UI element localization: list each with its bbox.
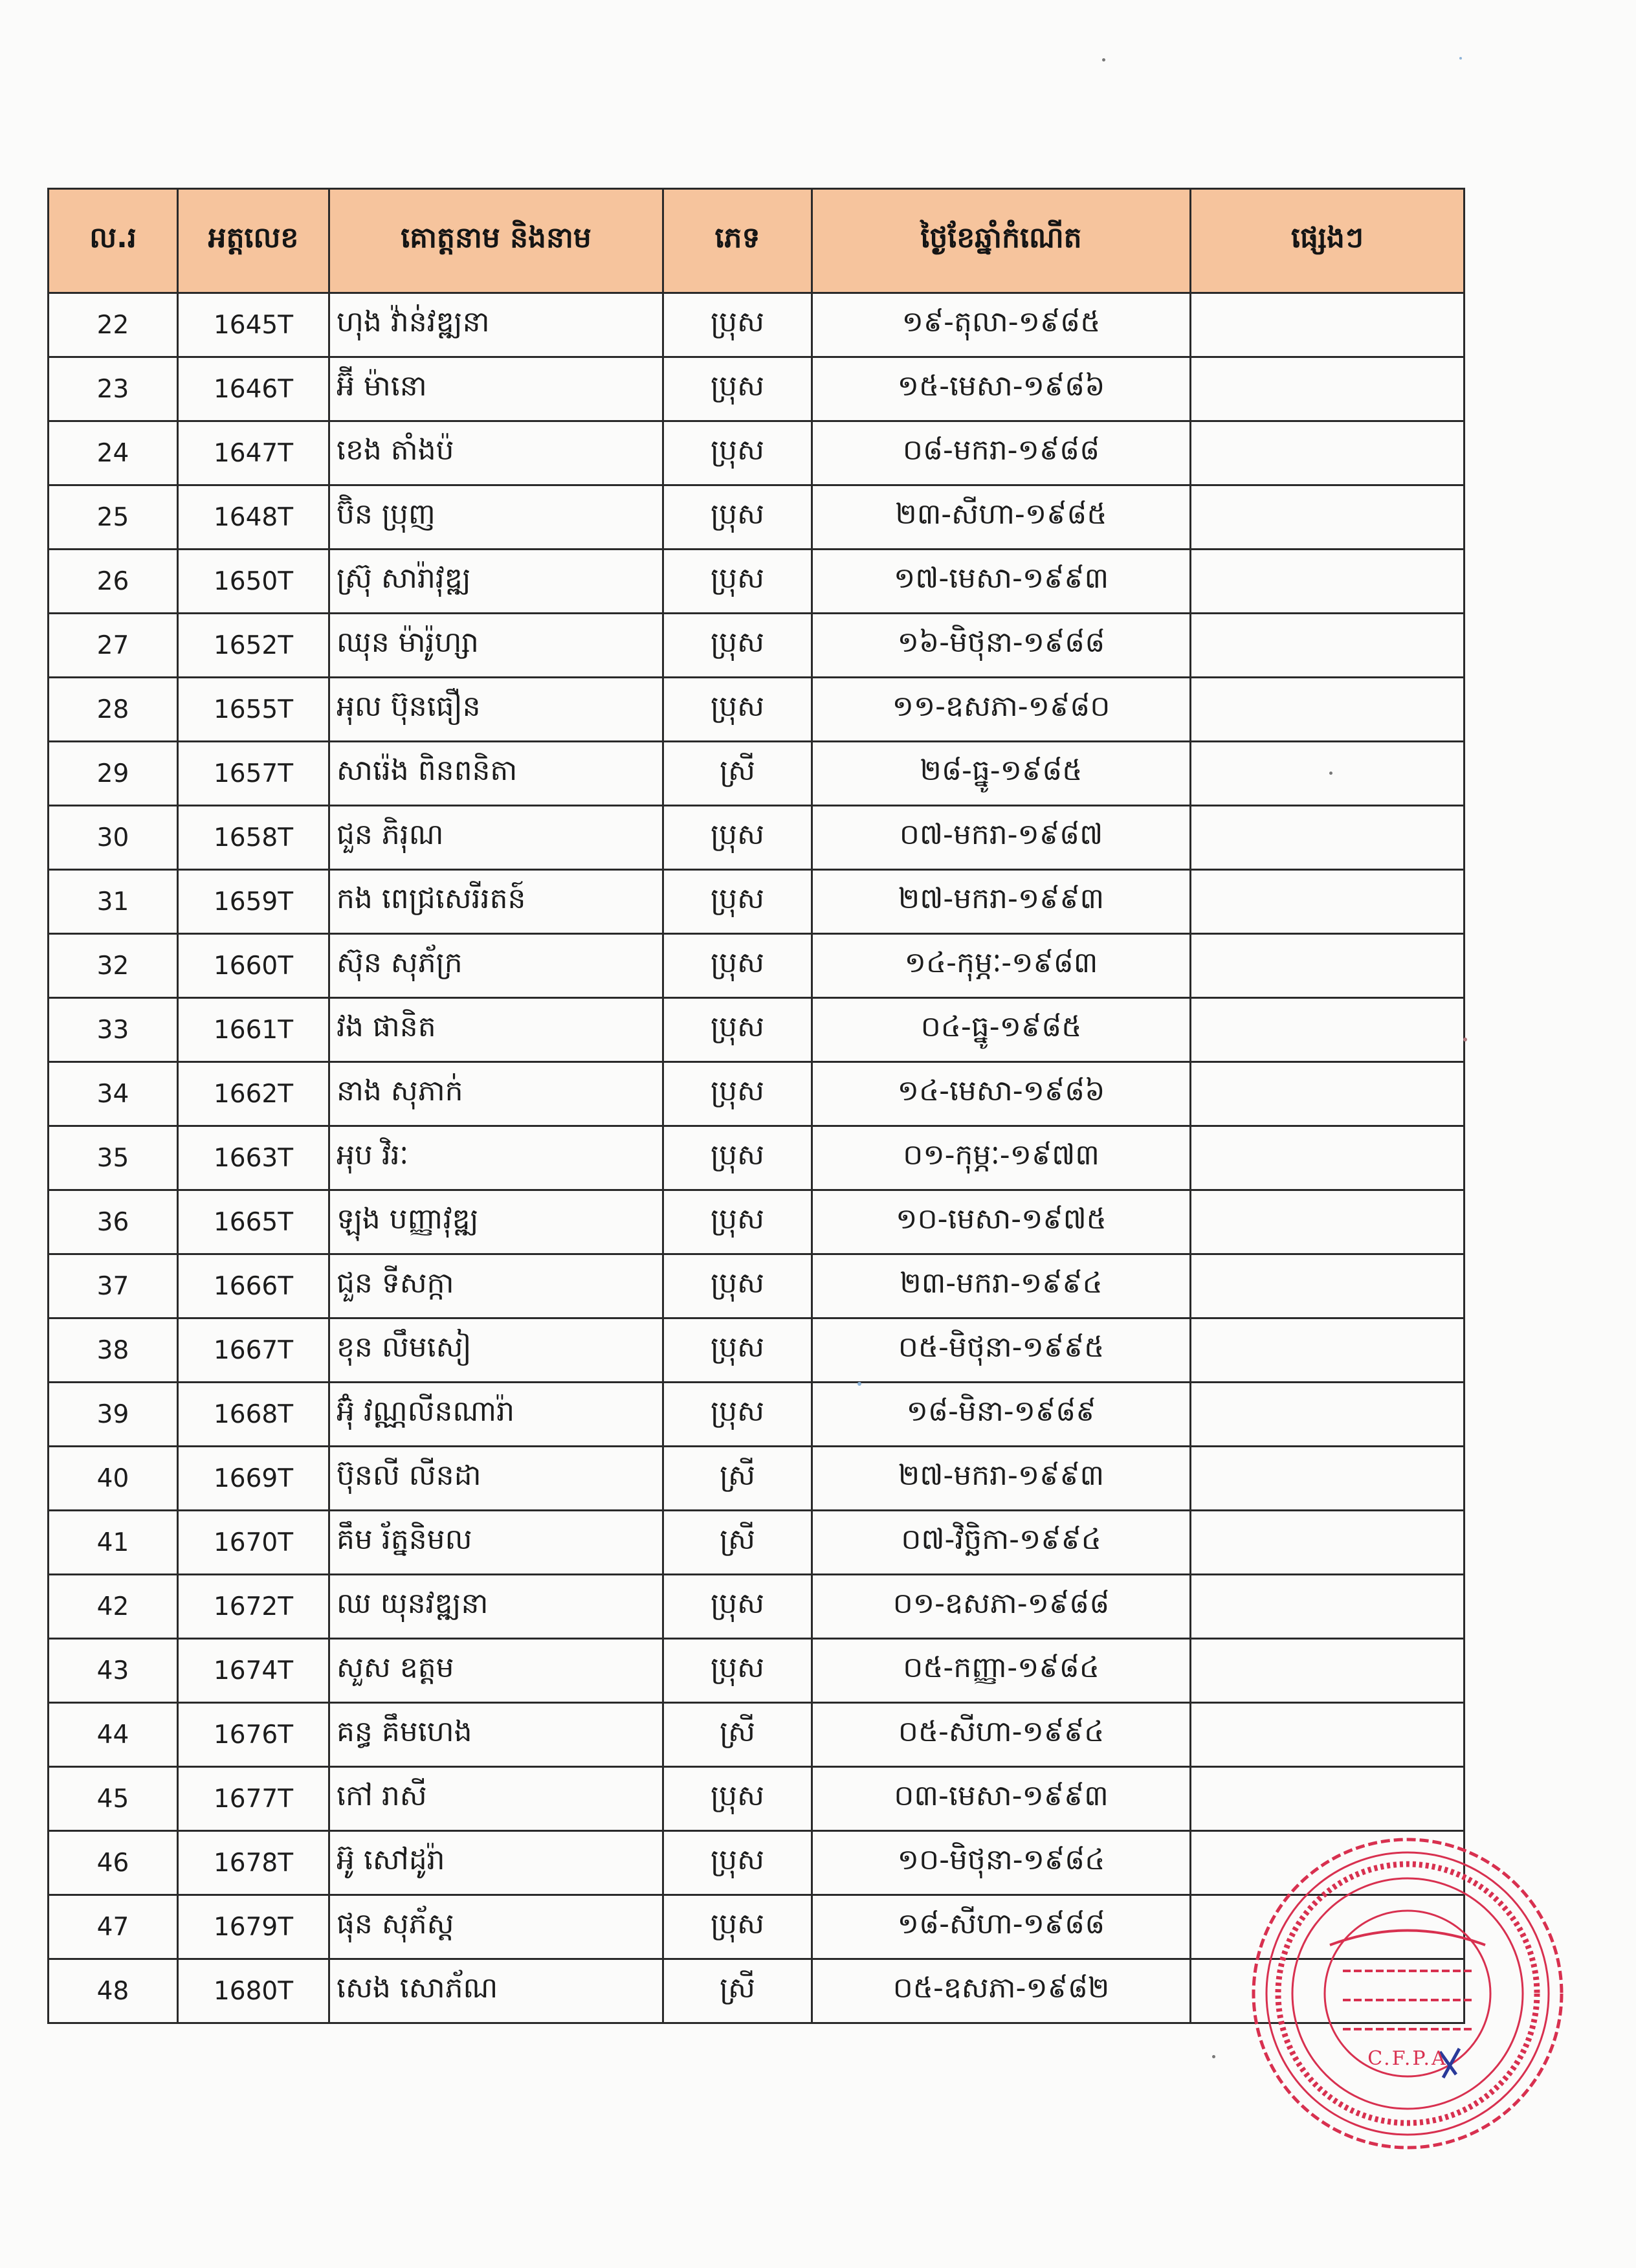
cell-date-of-birth: ១១-ឧសភា-១៩៨០ <box>812 678 1191 742</box>
cell-gender: ប្រុស <box>663 1639 812 1703</box>
cell-id: 1650T <box>178 550 329 614</box>
table-row <box>49 1703 1465 1767</box>
cell-gender: ប្រុស <box>663 998 812 1062</box>
cell-gender: ប្រុស <box>663 1895 812 1959</box>
table-row <box>49 485 1465 550</box>
cell-other <box>1191 357 1465 421</box>
cell-date-of-birth: ០១-ឧសភា-១៩៨៨ <box>812 1575 1191 1639</box>
cell-name: ហុង វ៉ាន់វឌ្ឍនា <box>329 293 663 357</box>
cell-date-of-birth: ១៩-តុលា-១៩៨៥ <box>812 293 1191 357</box>
cell-number: 25 <box>49 485 178 550</box>
cell-id: 1666T <box>178 1254 329 1318</box>
cell-date-of-birth: ១៤-កុម្ភៈ-១៩៨៣ <box>812 934 1191 998</box>
cell-gender: ប្រុស <box>663 293 812 357</box>
cell-name: អុប វិរៈ <box>329 1126 663 1190</box>
cell-name: អ៊ូ សៅដូរ៉ា <box>329 1831 663 1895</box>
cell-gender: ប្រុស <box>663 1318 812 1383</box>
cell-number: 38 <box>49 1318 178 1383</box>
cell-id: 1669T <box>178 1447 329 1511</box>
cell-date-of-birth: ១៥-មេសា-១៩៨៦ <box>812 357 1191 421</box>
scan-speck <box>1212 2055 1215 2058</box>
cell-name: វង ផានិត <box>329 998 663 1062</box>
table-row <box>49 357 1465 421</box>
cell-number: 22 <box>49 293 178 357</box>
cell-number: 43 <box>49 1639 178 1703</box>
cell-id: 1667T <box>178 1318 329 1383</box>
table-row <box>49 934 1465 998</box>
cell-number: 46 <box>49 1831 178 1895</box>
cell-name: អុល ប៊ុនធឿន <box>329 678 663 742</box>
cell-date-of-birth: ២៧-មករា-១៩៩៣ <box>812 1447 1191 1511</box>
cell-other <box>1191 1575 1465 1639</box>
cell-number: 32 <box>49 934 178 998</box>
header-id: អត្តលេខ <box>178 189 329 293</box>
cell-id: 1680T <box>178 1959 329 2023</box>
cell-id: 1678T <box>178 1831 329 1895</box>
cell-id: 1670T <box>178 1511 329 1575</box>
cell-date-of-birth: ២៣-សីហា-១៩៨៥ <box>812 485 1191 550</box>
cell-number: 24 <box>49 421 178 485</box>
cell-id: 1672T <box>178 1575 329 1639</box>
header-name: គោត្តនាម និងនាម <box>329 189 663 293</box>
cell-id: 1648T <box>178 485 329 550</box>
cell-name: គន្ធ គឹមហេង <box>329 1703 663 1767</box>
cell-gender: ប្រុស <box>663 1190 812 1254</box>
cell-id: 1652T <box>178 614 329 678</box>
cell-name: សួស ឧត្តម <box>329 1639 663 1703</box>
cell-gender: ស្រី <box>663 1703 812 1767</box>
cell-name: ប៊ុនលី លីនដា <box>329 1447 663 1511</box>
cell-other <box>1191 1383 1465 1447</box>
table-row <box>49 421 1465 485</box>
cell-number: 40 <box>49 1447 178 1511</box>
cell-id: 1657T <box>178 742 329 806</box>
cell-number: 48 <box>49 1959 178 2023</box>
cell-name: អ៊ី ម៉ានោ <box>329 357 663 421</box>
cell-name: ឡុង បញ្ញាវុឌ្ឍ <box>329 1190 663 1254</box>
cell-number: 39 <box>49 1383 178 1447</box>
cell-other <box>1191 550 1465 614</box>
cell-other <box>1191 1318 1465 1383</box>
table-row <box>49 1318 1465 1383</box>
cell-gender: ប្រុស <box>663 485 812 550</box>
cell-number: 34 <box>49 1062 178 1126</box>
table-row <box>49 998 1465 1062</box>
cell-number: 26 <box>49 550 178 614</box>
cell-other <box>1191 998 1465 1062</box>
cell-number: 44 <box>49 1703 178 1767</box>
cell-id: 1662T <box>178 1062 329 1126</box>
cell-gender: ប្រុស <box>663 806 812 870</box>
cell-id: 1645T <box>178 293 329 357</box>
cell-other <box>1191 934 1465 998</box>
cell-number: 47 <box>49 1895 178 1959</box>
cell-name: កៅ រាសី <box>329 1767 663 1831</box>
cell-other <box>1191 678 1465 742</box>
cell-gender: ប្រុស <box>663 550 812 614</box>
scan-speck <box>857 1382 861 1386</box>
cell-gender: ប្រុស <box>663 678 812 742</box>
cell-name: ជួន ទីសក្កា <box>329 1254 663 1318</box>
cell-name: សេង សោភ័ណ <box>329 1959 663 2023</box>
cell-other <box>1191 1254 1465 1318</box>
cell-date-of-birth: ០៨-មករា-១៩៨៨ <box>812 421 1191 485</box>
cell-gender: ប្រុស <box>663 357 812 421</box>
cell-number: 28 <box>49 678 178 742</box>
cell-id: 1674T <box>178 1639 329 1703</box>
cell-other <box>1191 1062 1465 1126</box>
table-row <box>49 742 1465 806</box>
cell-other <box>1191 870 1465 934</box>
cell-other <box>1191 1126 1465 1190</box>
cell-date-of-birth: ១៨-មិនា-១៩៨៩ <box>812 1383 1191 1447</box>
cell-id: 1677T <box>178 1767 329 1831</box>
cell-date-of-birth: ១៧-មេសា-១៩៩៣ <box>812 550 1191 614</box>
cell-name: ផុន សុភ័ស្ត <box>329 1895 663 1959</box>
student-roster-table <box>47 188 1465 2024</box>
cell-name: ឈុន ម៉ារ៉ូហ្សា <box>329 614 663 678</box>
cell-gender: ស្រី <box>663 1511 812 1575</box>
cell-other <box>1191 1703 1465 1767</box>
table-row <box>49 293 1465 357</box>
cell-name: ខុន លឹមសៀ <box>329 1318 663 1383</box>
cell-date-of-birth: ០៥-សីហា-១៩៩៤ <box>812 1703 1191 1767</box>
cell-id: 1668T <box>178 1383 329 1447</box>
cell-number: 30 <box>49 806 178 870</box>
header-other: ផ្សេងៗ <box>1191 189 1465 293</box>
header-number: ល.រ <box>49 189 178 293</box>
scan-speck <box>1459 57 1462 60</box>
header-gender: ភេទ <box>663 189 812 293</box>
cell-other <box>1191 614 1465 678</box>
cell-id: 1661T <box>178 998 329 1062</box>
table-header-row <box>49 189 1465 293</box>
cell-other <box>1191 1639 1465 1703</box>
table-row <box>49 1062 1465 1126</box>
cell-other <box>1191 1447 1465 1511</box>
table-row <box>49 1575 1465 1639</box>
cell-date-of-birth: ០៥-កញ្ញា-១៩៨៤ <box>812 1639 1191 1703</box>
cell-gender: ប្រុស <box>663 1383 812 1447</box>
table-row <box>49 870 1465 934</box>
table-row <box>49 1511 1465 1575</box>
seal-stamp <box>1246 1832 1569 2155</box>
cell-date-of-birth: ០៥-ឧសភា-១៩៨២ <box>812 1959 1191 2023</box>
cell-date-of-birth: ២៨-ធ្នូ-១៩៨៥ <box>812 742 1191 806</box>
cell-date-of-birth: ១០-មិថុនា-១៩៨៤ <box>812 1831 1191 1895</box>
cell-gender: ប្រុស <box>663 934 812 998</box>
table-row <box>49 1383 1465 1447</box>
cell-number: 31 <box>49 870 178 934</box>
cell-date-of-birth: ០៤-ធ្នូ-១៩៨៥ <box>812 998 1191 1062</box>
cell-name: គឹម រ័ត្ននិមល <box>329 1511 663 1575</box>
cell-number: 42 <box>49 1575 178 1639</box>
cell-date-of-birth: ០៧-មករា-១៩៨៧ <box>812 806 1191 870</box>
cell-id: 1659T <box>178 870 329 934</box>
cell-gender: ប្រុស <box>663 421 812 485</box>
cell-other <box>1191 1767 1465 1831</box>
cell-name: ខេង តាំងប៉ <box>329 421 663 485</box>
cell-other <box>1191 485 1465 550</box>
cell-date-of-birth: ១៤-មេសា-១៩៨៦ <box>812 1062 1191 1126</box>
cell-date-of-birth: ០៧-វិច្ឆិកា-១៩៩៤ <box>812 1511 1191 1575</box>
cell-name: អ៊ុំ វណ្ណលីនណារ៉ា <box>329 1383 663 1447</box>
table-row <box>49 1254 1465 1318</box>
cell-gender: ស្រី <box>663 742 812 806</box>
cell-gender: ប្រុស <box>663 1831 812 1895</box>
cell-other <box>1191 293 1465 357</box>
table-row <box>49 1447 1465 1511</box>
cell-other <box>1191 742 1465 806</box>
cell-name: ស្រ៊ុ សារ៉ាវុឌ្ឍ <box>329 550 663 614</box>
cell-id: 1658T <box>178 806 329 870</box>
cell-gender: ប្រុស <box>663 1126 812 1190</box>
cell-name: សារ៉េង ពិនពនិតា <box>329 742 663 806</box>
cell-number: 41 <box>49 1511 178 1575</box>
cell-gender: ប្រុស <box>663 1062 812 1126</box>
cell-date-of-birth: ២៣-មករា-១៩៩៤ <box>812 1254 1191 1318</box>
cell-id: 1646T <box>178 357 329 421</box>
cell-other <box>1191 806 1465 870</box>
cell-date-of-birth: ១៦-មិថុនា-១៩៨៨ <box>812 614 1191 678</box>
cell-id: 1676T <box>178 1703 329 1767</box>
cell-date-of-birth: ២៧-មករា-១៩៩៣ <box>812 870 1191 934</box>
cell-number: 23 <box>49 357 178 421</box>
seal-label: C.F.P.A <box>1367 2047 1448 2070</box>
cell-other <box>1191 421 1465 485</box>
header-date-of-birth: ថ្ងៃខែឆ្នាំកំណើត <box>812 189 1191 293</box>
cell-gender: ប្រុស <box>663 1254 812 1318</box>
cell-number: 36 <box>49 1190 178 1254</box>
cell-gender: ស្រី <box>663 1959 812 2023</box>
cell-other <box>1191 1511 1465 1575</box>
cell-name: ប៊ិន ប្រុញ <box>329 485 663 550</box>
cell-other <box>1191 1190 1465 1254</box>
cell-number: 37 <box>49 1254 178 1318</box>
cell-name: ស៊ុន សុភ័ក្រ <box>329 934 663 998</box>
table-row <box>49 1190 1465 1254</box>
cell-date-of-birth: ១៨-សីហា-១៩៨៨ <box>812 1895 1191 1959</box>
table-row <box>49 1126 1465 1190</box>
cell-date-of-birth: ១០-មេសា-១៩៧៥ <box>812 1190 1191 1254</box>
scan-speck <box>1329 772 1332 775</box>
cell-name: នាង សុភាក់ <box>329 1062 663 1126</box>
cell-gender: ស្រី <box>663 1447 812 1511</box>
cell-id: 1663T <box>178 1126 329 1190</box>
cell-number: 35 <box>49 1126 178 1190</box>
table-row <box>49 614 1465 678</box>
cell-id: 1679T <box>178 1895 329 1959</box>
scan-speck <box>1102 58 1105 61</box>
cell-gender: ប្រុស <box>663 870 812 934</box>
cell-id: 1665T <box>178 1190 329 1254</box>
cell-date-of-birth: ០៣-មេសា-១៩៩៣ <box>812 1767 1191 1831</box>
cell-name: ឈ យុនវឌ្ឍនា <box>329 1575 663 1639</box>
table-row <box>49 550 1465 614</box>
cell-name: កង ពេជ្រសេរីរតន៍ <box>329 870 663 934</box>
cell-id: 1647T <box>178 421 329 485</box>
cell-number: 33 <box>49 998 178 1062</box>
table-row <box>49 1767 1465 1831</box>
cell-number: 45 <box>49 1767 178 1831</box>
cell-name: ជួន ភិរុណ <box>329 806 663 870</box>
table-row <box>49 806 1465 870</box>
scan-speck <box>1463 1038 1467 1041</box>
table-row <box>49 1639 1465 1703</box>
cell-date-of-birth: ០៥-មិថុនា-១៩៩៥ <box>812 1318 1191 1383</box>
cell-number: 27 <box>49 614 178 678</box>
cell-number: 29 <box>49 742 178 806</box>
cell-gender: ប្រុស <box>663 1767 812 1831</box>
cell-gender: ប្រុស <box>663 614 812 678</box>
table-row <box>49 678 1465 742</box>
cell-id: 1655T <box>178 678 329 742</box>
cell-id: 1660T <box>178 934 329 998</box>
cell-date-of-birth: ០១-កុម្ភៈ-១៩៧៣ <box>812 1126 1191 1190</box>
cell-gender: ប្រុស <box>663 1575 812 1639</box>
